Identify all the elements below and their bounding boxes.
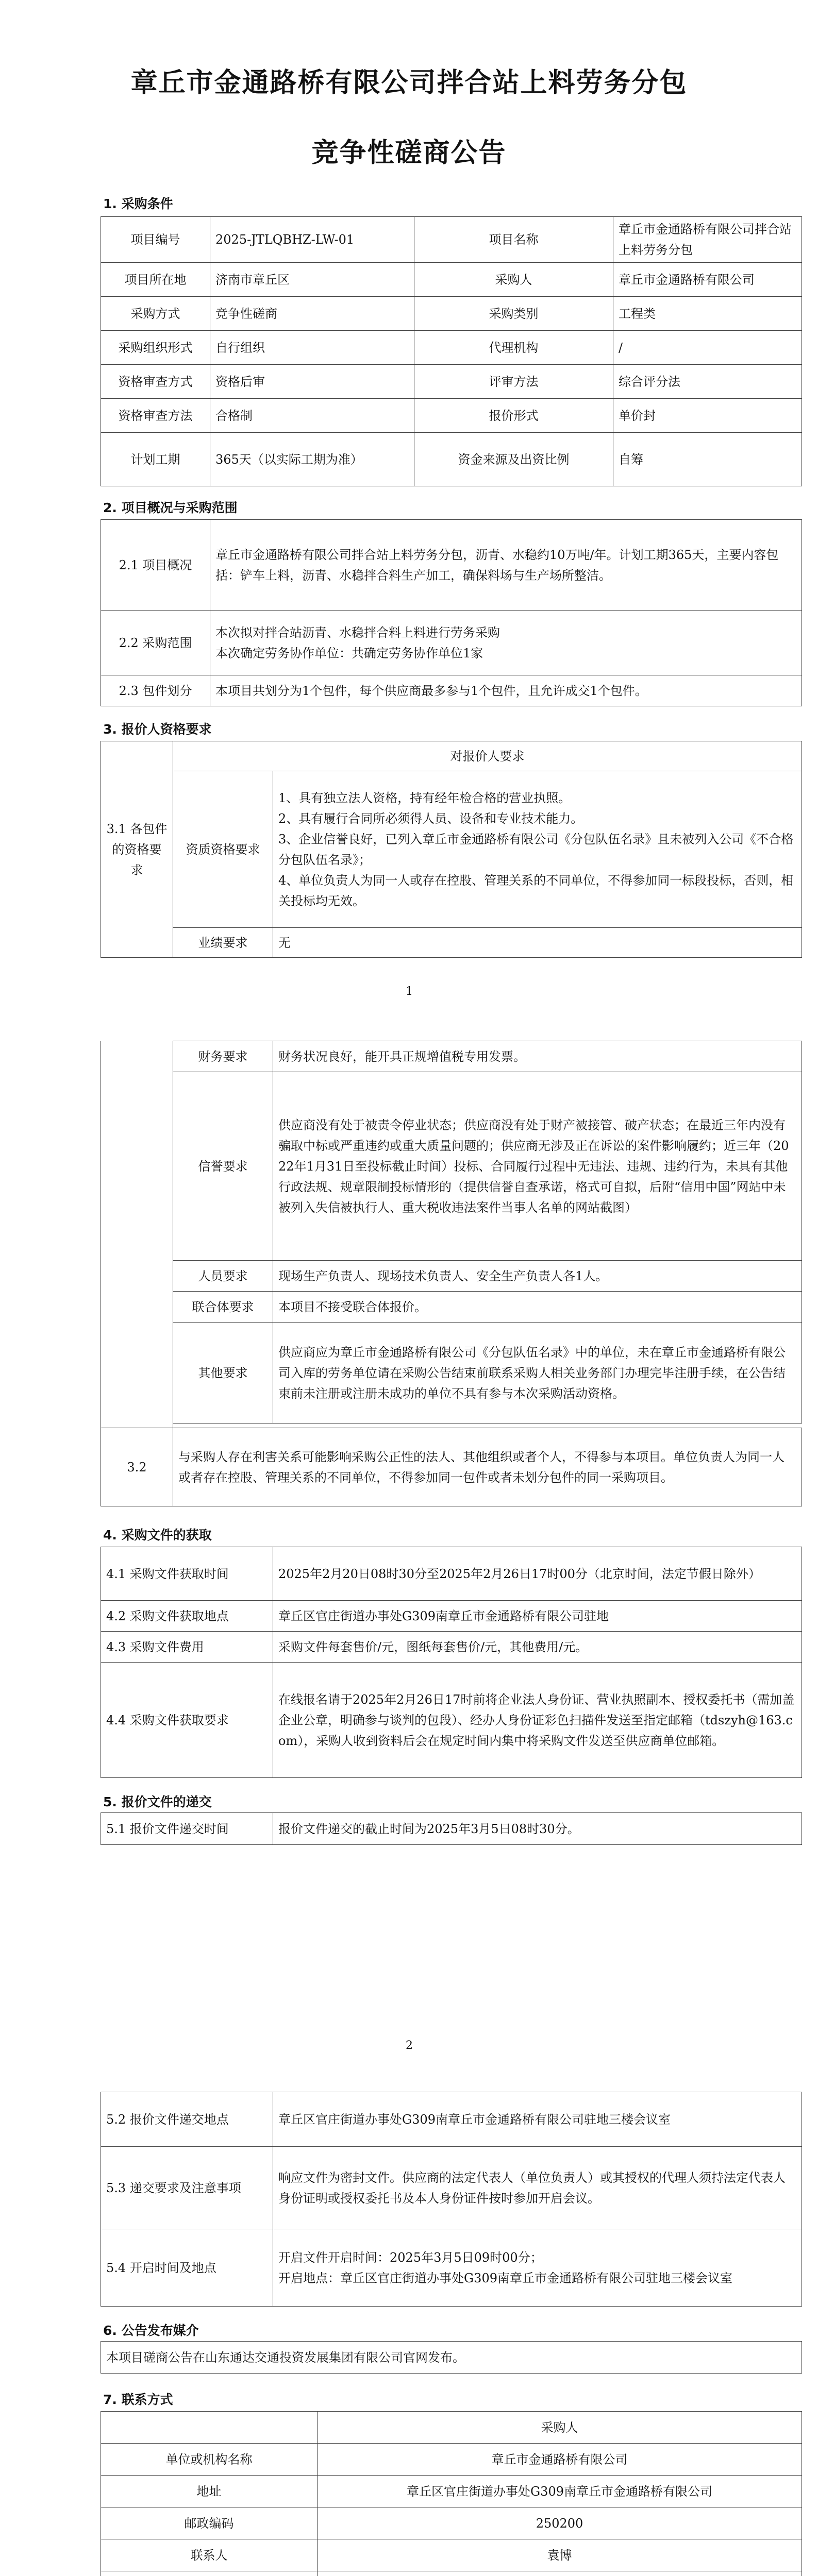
section-1-heading: 1. 采购条件 (103, 196, 173, 211)
contact-person-value: 袁博 (318, 2539, 802, 2571)
finance-label: 财务要求 (173, 1041, 273, 1072)
qualification-item: 3、企业信誉良好，已列入章丘市金通路桥有限公司《分包队伍名录》且未被列入公司《不合格分包队伍名录》； (278, 832, 794, 867)
credit-label: 信誉要求 (173, 1072, 273, 1261)
contact-phone-label (101, 2571, 318, 2576)
cell-value: 章丘市金通路桥有限公司拌合站上料劳务分包 (613, 217, 802, 263)
submission-table-part1 (101, 1812, 802, 1845)
page-number-1: 1 (406, 985, 413, 998)
cell-value: 竞争性磋商 (210, 297, 414, 331)
section-5-heading: 5. 报价文件的递交 (103, 1794, 212, 1809)
overview-text: 章丘市金通路桥有限公司拌合站上料劳务分包，沥青、水稳约10万吨/年。计划工期365天，主要内容包括：铲车上料，沥青、水稳拌合料生产加工，确保料场与生产场所整洁。 (210, 520, 802, 611)
document-fee-text: 采购文件每套售价/元，图纸每套售价/元，其他费用/元。 (273, 1632, 802, 1663)
contact-postcode-label: 邮政编码 (101, 2507, 318, 2539)
submission-time-text: 报价文件递交的截止时间为2025年3月5日08时30分。 (273, 1813, 802, 1845)
cell-label: 计划工期 (101, 433, 210, 486)
contact-column-header: 采购人 (318, 2412, 802, 2444)
acquisition-place-label: 4.2 采购文件获取地点 (101, 1601, 273, 1632)
other-label: 其他要求 (173, 1323, 273, 1423)
submission-place-text: 章丘区官庄街道办事处G309南章丘市金通路桥有限公司驻地三楼会议室 (273, 2092, 802, 2147)
cell-value: 工程类 (613, 297, 802, 331)
lot-label: 2.3 包件划分 (101, 675, 210, 706)
scope-line-1: 本次拟对拌合站沥青、水稳拌合料上料进行劳务采购 (215, 625, 500, 640)
opening-place: 开启地点：章丘区官庄街道办事处G309南章丘市金通路桥有限公司驻地三楼会议室 (278, 2270, 732, 2285)
cell-value: / (613, 331, 802, 365)
cell-value: 资格后审 (210, 365, 414, 399)
other-text: 供应商应为章丘市金通路桥有限公司《分包队伍名录》中的单位，未在章丘市金通路桥有限公司入库的劳务单位请在采购公告结束前联系采购人相关业务部门办理完毕注册手续，在公告结束前未注册或注册未成功的单位不具有参与本次采购活动资格。 (273, 1323, 802, 1423)
project-overview-table (101, 519, 802, 706)
cell-label: 项目名称 (414, 217, 613, 263)
performance-text: 无 (273, 928, 802, 958)
cell-label: 项目编号 (101, 217, 210, 263)
qualification-list (273, 771, 802, 928)
cell-label: 采购方式 (101, 297, 210, 331)
cell-label: 评审方法 (414, 365, 613, 399)
consortium-text: 本项目不接受联合体报价。 (273, 1292, 802, 1323)
acquisition-time-label: 4.1 采购文件获取时间 (101, 1547, 273, 1601)
page-number-2: 2 (406, 2039, 413, 2052)
qualification-item: 4、单位负责人为同一人或存在控股、管理关系的不同单位，不得参加同一标段投标，否则，相关投标均无效。 (278, 873, 794, 908)
acquisition-place-text: 章丘区官庄街道办事处G309南章丘市金通路桥有限公司驻地 (273, 1601, 802, 1632)
acquisition-requirement-text: 在线报名请于2025年2月26日17时前将企业法人身份证、营业执照副本、授权委托书（需加盖企业公章，明确参与谈判的包段）、经办人身份证彩色扫描件发送至指定邮箱（tdszyh@163.com），采购人收到资料后会在规定时间内集中将采购文件发送至供应商单位邮箱。 (273, 1663, 802, 1778)
contact-phone-value (318, 2571, 802, 2576)
requirements-header: 对报价人要求 (173, 741, 802, 771)
cell-value: 济南市章丘区 (210, 263, 414, 297)
section-2-heading: 2. 项目概况与采购范围 (103, 500, 238, 515)
opening-text (273, 2229, 802, 2307)
cell-label: 采购组织形式 (101, 331, 210, 365)
qualification-table-part2 (101, 1041, 802, 1506)
lot-text: 本项目共划分为1个包件，每个供应商最多参与1个包件，且允许成交1个包件。 (210, 675, 802, 706)
finance-text: 财务状况良好，能开具正规增值税专用发票。 (273, 1041, 802, 1072)
doc-title-line2: 竞争性磋商公告 (311, 138, 507, 168)
clause-3-2-text: 与采购人存在利害关系可能影响采购公正性的法人、其他组织或者个人，不得参与本项目。单位负责人为同一人或者存在控股、管理关系的不同单位，不得参加同一包件或者未划分包件的同一采购项目。 (173, 1428, 802, 1506)
cell-label: 资格审查方法 (101, 399, 210, 433)
submission-place-label: 5.2 报价文件递交地点 (101, 2092, 273, 2147)
credit-text: 供应商没有处于被责令停业状态；供应商没有处于财产被接管、破产状态；在最近三年内没有骗取中标或严重违约或重大质量问题的；供应商无涉及正在诉讼的案件影响履约；近三年（2022年1月31日至投标截止时间）投标、合同履行过程中无违法、违规、违约行为，未具有其他行政法规、规章限制投标情形的（提供信誉自查承诺，格式可自拟，后附“信用中国”网站中未被列入失信被执行人、重大税收违法案件当事人名单的网站截图） (273, 1072, 802, 1261)
qualification-outer-cont (101, 1041, 173, 1428)
acquisition-time-text: 2025年2月20日08时30分至2025年2月26日17时00分（北京时间，法定节假日除外） (273, 1547, 802, 1601)
publication-media-text: 本项目磋商公告在山东通达交通投资发展集团有限公司官网发布。 (101, 2342, 802, 2374)
contact-header-blank (101, 2412, 318, 2444)
cell-value: 自行组织 (210, 331, 414, 365)
section-7-heading: 7. 联系方式 (103, 2392, 173, 2407)
clause-3-2-label: 3.2 (101, 1428, 173, 1506)
cell-label: 资格审查方式 (101, 365, 210, 399)
qualification-item: 2、具有履行合同所必须得人员、设备和专业技术能力。 (278, 811, 583, 826)
cell-value: 2025-JTLQBHZ-LW-01 (210, 217, 414, 263)
cell-label: 采购类别 (414, 297, 613, 331)
staff-label: 人员要求 (173, 1261, 273, 1292)
section-4-heading: 4. 采购文件的获取 (103, 1528, 212, 1543)
section-6-heading: 6. 公告发布媒介 (103, 2323, 199, 2338)
consortium-label: 联合体要求 (173, 1292, 273, 1323)
scope-label: 2.2 采购范围 (101, 611, 210, 675)
document-fee-label: 4.3 采购文件费用 (101, 1632, 273, 1663)
cell-value: 章丘市金通路桥有限公司 (613, 263, 802, 297)
document-acquisition-table (101, 1547, 802, 1778)
contact-org-value: 章丘市金通路桥有限公司 (318, 2444, 802, 2476)
cell-label: 报价形式 (414, 399, 613, 433)
cell-label: 项目所在地 (101, 263, 210, 297)
contact-address-value: 章丘区官庄街道办事处G309南章丘市金通路桥有限公司 (318, 2476, 802, 2507)
qualification-item: 1、具有独立法人资格，持有经年检合格的营业执照。 (278, 790, 571, 805)
staff-text: 现场生产负责人、现场技术负责人、安全生产负责人各1人。 (273, 1261, 802, 1292)
qualification-label: 资质资格要求 (173, 771, 273, 928)
contact-org-label: 单位或机构名称 (101, 2444, 318, 2476)
procurement-conditions-table (101, 216, 802, 486)
opening-label: 5.4 开启时间及地点 (101, 2229, 273, 2307)
cell-label: 资金来源及出资比例 (414, 433, 613, 486)
cell-label: 代理机构 (414, 331, 613, 365)
cell-value: 综合评分法 (613, 365, 802, 399)
contact-postcode-value: 250200 (318, 2507, 802, 2539)
submission-time-label: 5.1 报价文件递交时间 (101, 1813, 273, 1845)
qualification-table-part1 (101, 741, 802, 958)
opening-time: 开启文件开启时间：2025年3月5日09时00分； (278, 2250, 543, 2265)
doc-title-line1: 章丘市金通路桥有限公司拌合站上料劳务分包 (130, 67, 688, 98)
scope-text (210, 611, 802, 675)
cell-label: 采购人 (414, 263, 613, 297)
cell-value: 365天（以实际工期为准） (210, 433, 414, 486)
scope-line-2: 本次确定劳务协作单位：共确定劳务协作单位1家 (215, 646, 483, 660)
submission-notes-text: 响应文件为密封文件。供应商的法定代表人（单位负责人）或其授权的代理人须持法定代表人身份证明或授权委托书及本人身份证件按时参加开启会议。 (273, 2147, 802, 2229)
submission-notes-label: 5.3 递交要求及注意事项 (101, 2147, 273, 2229)
section-3-heading: 3. 报价人资格要求 (103, 722, 212, 737)
cell-value: 自筹 (613, 433, 802, 486)
spacer-cell (173, 1423, 802, 1428)
contact-table (101, 2411, 802, 2576)
performance-label: 业绩要求 (173, 928, 273, 958)
cell-value: 合格制 (210, 399, 414, 433)
qualification-outer-label: 3.1 各包件的资格要求 (101, 741, 173, 958)
cell-value: 单价封 (613, 399, 802, 433)
publication-media-table (101, 2341, 802, 2374)
overview-label: 2.1 项目概况 (101, 520, 210, 611)
submission-table-part2 (101, 2092, 802, 2307)
contact-address-label: 地址 (101, 2476, 318, 2507)
contact-person-label: 联系人 (101, 2539, 318, 2571)
acquisition-requirement-label: 4.4 采购文件获取要求 (101, 1663, 273, 1778)
